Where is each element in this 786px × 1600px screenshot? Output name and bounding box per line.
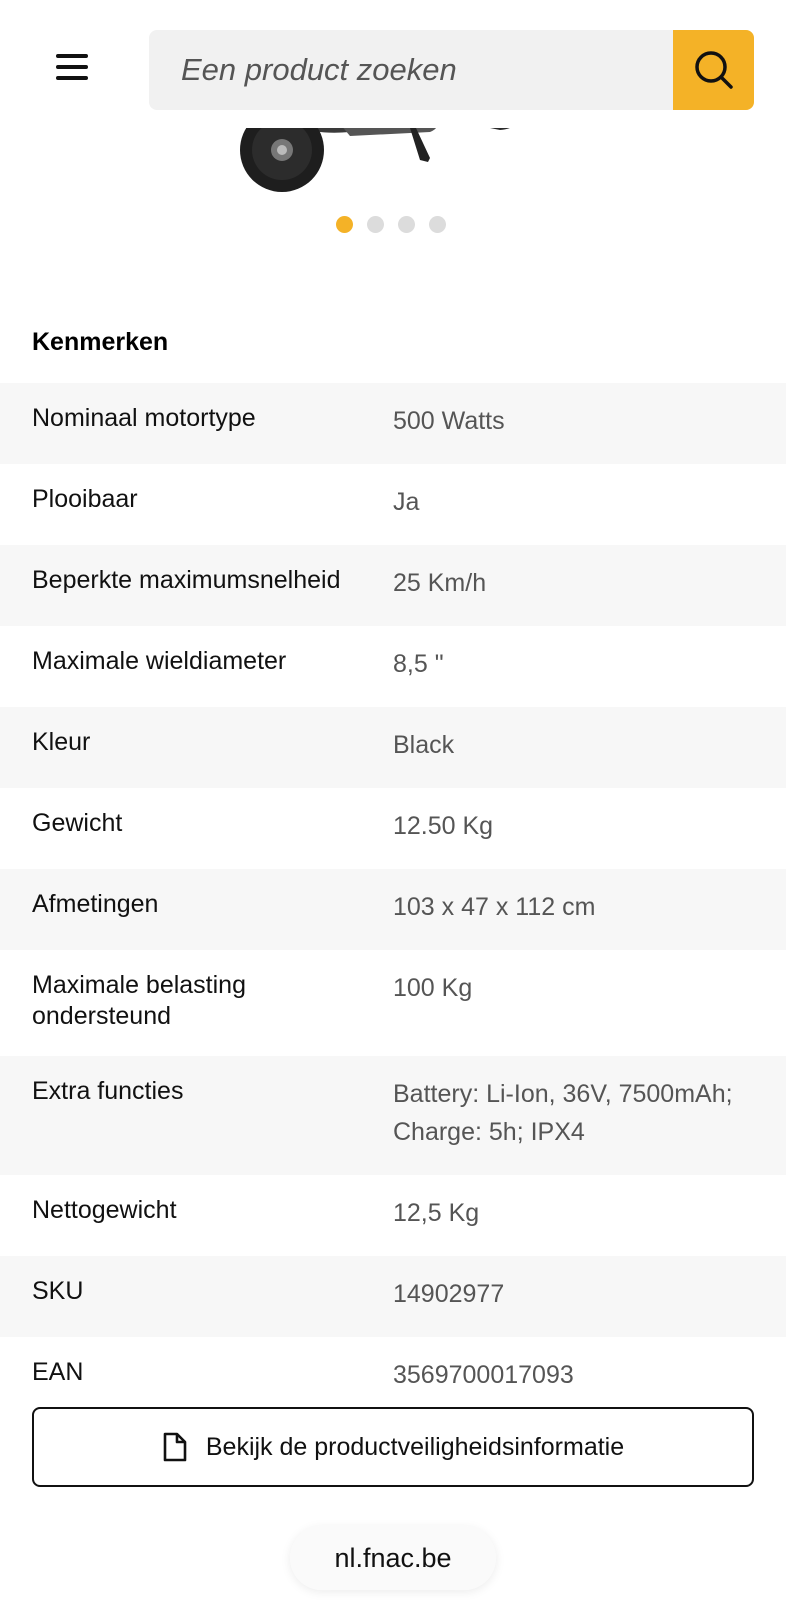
spec-label: Extra functies — [32, 1077, 184, 1105]
carousel-dot-1[interactable] — [336, 216, 353, 233]
spec-row — [0, 1337, 786, 1418]
spec-row — [0, 1256, 786, 1337]
hamburger-menu-icon[interactable] — [52, 50, 92, 84]
safety-info-label: Bekijk de productveiligheidsinformatie — [205, 1432, 625, 1461]
document-icon — [162, 1432, 188, 1462]
spec-label: SKU — [32, 1277, 84, 1305]
safety-info-button[interactable] — [32, 1407, 754, 1487]
spec-row — [0, 626, 786, 707]
spec-label: Maximale wieldiameter — [32, 647, 287, 675]
browser-url-bar[interactable] — [290, 1526, 496, 1590]
spec-label: Nominaal motortype — [32, 404, 256, 432]
spec-label: EAN — [32, 1358, 84, 1386]
spec-label: Nettogewicht — [32, 1196, 177, 1224]
spec-value: Ja — [393, 488, 420, 516]
section-title: Kenmerken — [32, 328, 169, 356]
spec-value: 25 Km/h — [393, 569, 487, 597]
spec-row — [0, 707, 786, 788]
search-button[interactable] — [673, 30, 754, 110]
spec-row — [0, 383, 786, 464]
search-icon — [692, 48, 736, 92]
spec-value: 14902977 — [393, 1280, 505, 1308]
spec-table — [0, 383, 786, 1418]
spec-label: Plooibaar — [32, 485, 138, 513]
spec-label: Beperkte maximumsnelheid — [32, 566, 341, 594]
spec-value: 12.50 Kg — [393, 812, 494, 840]
spec-label: Gewicht — [32, 809, 123, 837]
search-input[interactable] — [149, 30, 674, 110]
spec-row — [0, 1056, 786, 1175]
spec-label: Kleur — [32, 728, 91, 756]
spec-value: 103 x 47 x 112 cm — [393, 893, 596, 921]
carousel-dot-3[interactable] — [398, 216, 415, 233]
carousel-dots — [336, 216, 446, 234]
spec-label: Afmetingen — [32, 890, 159, 918]
spec-value: Battery: Li-Ion, 36V, 7500mAh; Charge: 5h; IPX4 — [393, 1080, 733, 1146]
header — [0, 0, 786, 128]
spec-row — [0, 869, 786, 950]
spec-value: Black — [393, 731, 455, 759]
carousel-dot-4[interactable] — [429, 216, 446, 233]
spec-row — [0, 545, 786, 626]
spec-value: 500 Watts — [393, 407, 505, 435]
url-text: nl.fnac.be — [334, 1542, 452, 1573]
spec-value: 100 Kg — [393, 974, 473, 1002]
spec-value: 12,5 Kg — [393, 1199, 480, 1227]
spec-row — [0, 1175, 786, 1256]
spec-row — [0, 788, 786, 869]
product-image[interactable] — [230, 118, 530, 200]
search-bar — [149, 30, 754, 110]
spec-row — [0, 464, 786, 545]
spec-value: 3569700017093 — [393, 1361, 574, 1389]
spec-label: Maximale belasting ondersteund — [32, 971, 246, 1030]
carousel-dot-2[interactable] — [367, 216, 384, 233]
spec-value: 8,5 " — [393, 650, 444, 678]
spec-row — [0, 950, 786, 1056]
